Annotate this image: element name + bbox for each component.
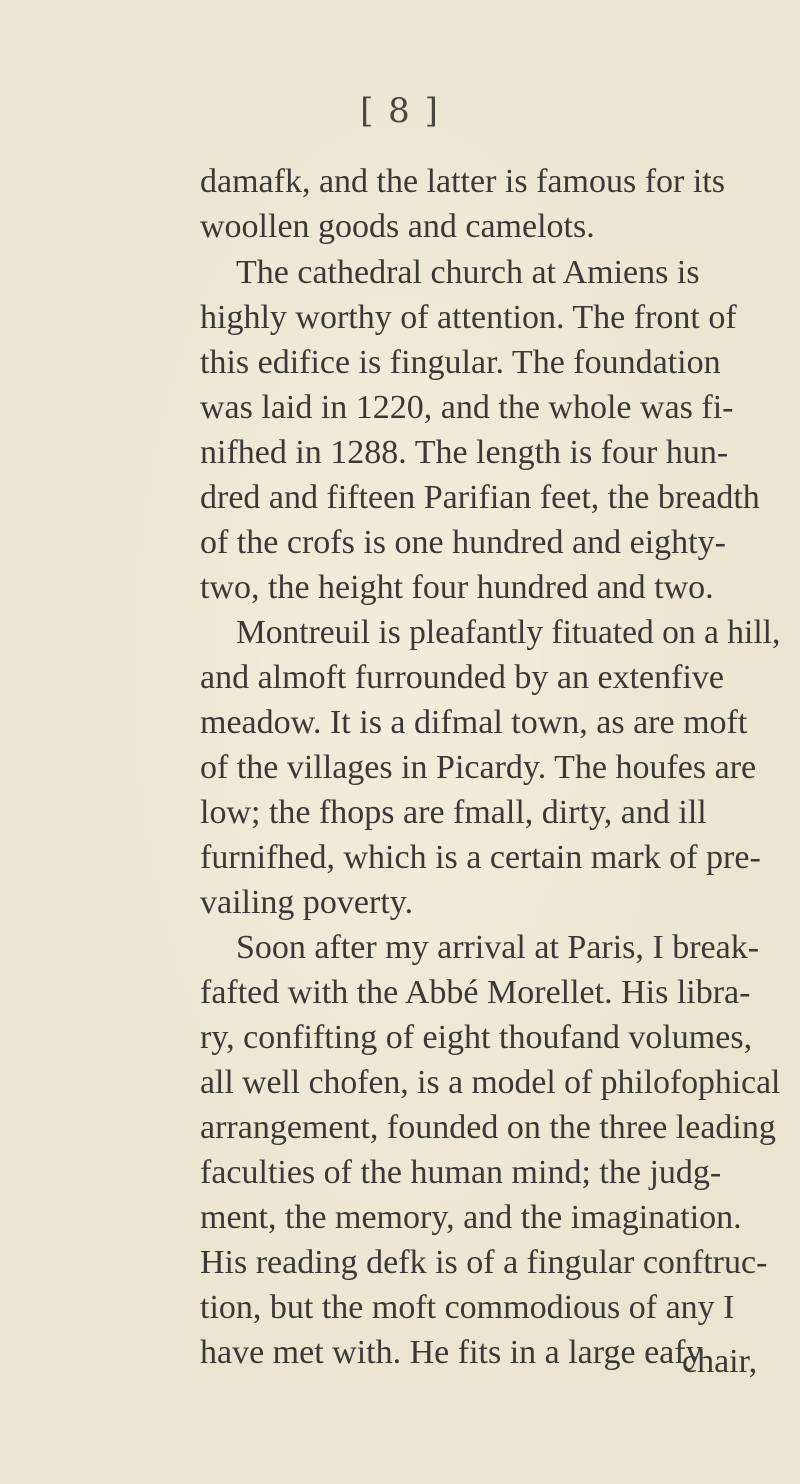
text-line: Soon after my arrival at Paris, I break-: [236, 929, 760, 966]
text-line: meadow. It is a difmal town, as are moft: [200, 704, 748, 741]
text-line: ry, confifting of eight thoufand volumes,: [200, 1019, 753, 1056]
text-line: arrangement, founded on the three leading: [200, 1109, 776, 1146]
text-line: this edifice is fingular. The foundation: [200, 344, 721, 381]
text-line: ment, the memory, and the imagination.: [200, 1199, 742, 1236]
text-line: fafted with the Abbé Morellet. His libra-: [200, 974, 751, 1011]
text-line: vailing poverty.: [200, 884, 414, 921]
text-line: highly worthy of attention. The front of: [200, 299, 737, 336]
page-number: [ 8 ]: [360, 91, 440, 131]
text-line: His reading defk is of a fingular conftruc-: [200, 1244, 768, 1281]
text-line: The cathedral church at Amiens is: [236, 254, 700, 291]
text-line: have met with. He fits in a large eafy: [200, 1334, 703, 1371]
text-line: woollen goods and camelots.: [200, 208, 595, 245]
text-line: faculties of the human mind; the judg-: [200, 1154, 722, 1191]
text-line: low; the fhops are fmall, dirty, and ill: [200, 794, 707, 831]
text-line: and almoft furrounded by an extenfive: [200, 659, 724, 696]
text-line: of the crofs is one hundred and eighty-: [200, 524, 726, 561]
text-line: of the villages in Picardy. The houfes are: [200, 749, 757, 786]
text-line: nifhed in 1288. The length is four hun-: [200, 434, 729, 471]
text-line: Montreuil is pleafantly fituated on a hill,: [236, 614, 781, 651]
text-line: two, the height four hundred and two.: [200, 569, 714, 606]
text-line: furnifhed, which is a certain mark of pre-: [200, 839, 761, 876]
text-line: was laid in 1220, and the whole was fi-: [200, 389, 734, 426]
catchword: chair,: [682, 1343, 758, 1380]
text-line: tion, but the moft commodious of any I: [200, 1289, 735, 1326]
text-line: damafk, and the latter is famous for its: [200, 163, 725, 200]
text-line: all well chofen, is a model of philofophical: [200, 1064, 781, 1101]
text-line: dred and fifteen Parifian feet, the breadth: [200, 479, 760, 516]
